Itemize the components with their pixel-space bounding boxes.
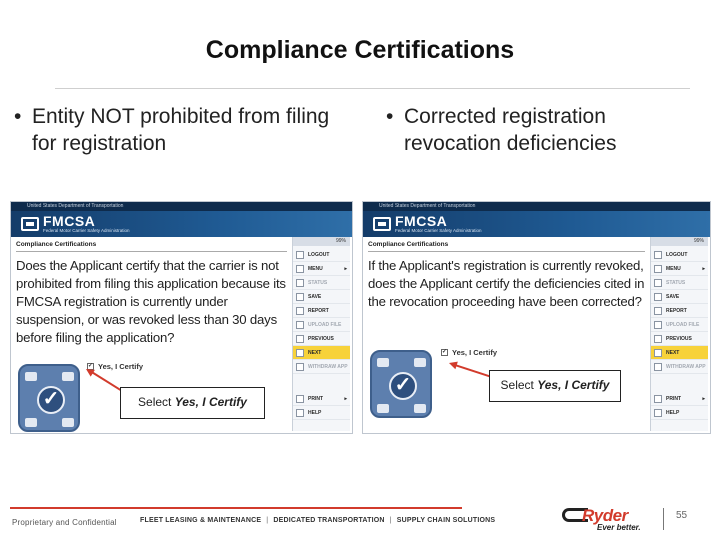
checkbox-icon[interactable]: ✓ xyxy=(442,349,448,355)
next-icon xyxy=(296,349,304,357)
ryder-wordmark: Ryder xyxy=(582,506,628,525)
menu-item-label: LOGOUT xyxy=(666,251,688,258)
checkmark-icon: ✓ xyxy=(37,386,65,414)
menu-item-label: SAVE xyxy=(666,293,680,300)
yes-certify-option[interactable] xyxy=(87,362,143,371)
logout-icon xyxy=(654,251,662,259)
footer-confidential: Proprietary and Confidential xyxy=(12,518,117,527)
menu-item-label: HELP xyxy=(308,409,322,416)
menu-item-report[interactable] xyxy=(293,304,350,318)
brand-subtitle: Federal Motor Carrier Safety Administration xyxy=(395,228,482,233)
menu-item-previous[interactable] xyxy=(293,332,350,346)
slide-title: Compliance Certifications xyxy=(205,36,515,64)
save-icon xyxy=(296,293,304,301)
menu-item-label: HELP xyxy=(666,409,680,416)
menu-item-label: NEXT xyxy=(308,349,322,356)
menu-item-save[interactable] xyxy=(293,290,350,304)
next-icon xyxy=(654,349,662,357)
screenshot-left xyxy=(10,201,353,434)
report-icon xyxy=(296,307,304,315)
certify-label: Yes, I Certify xyxy=(452,348,498,357)
previous-icon xyxy=(654,335,662,343)
certification-question: Does the Applicant certify that the carrier is not prohibited from filing this application because its FMCSA registration is currently under suspension, or was revoked less than 30 days before filing the application? xyxy=(16,258,286,345)
section-title: Compliance Certifications xyxy=(368,241,645,252)
menu-item-label: WITHDRAW APP xyxy=(666,363,706,370)
menu-icon xyxy=(296,265,304,273)
menu-bottom xyxy=(293,392,350,420)
checkbox-icon[interactable]: ✓ xyxy=(88,363,94,369)
menu-item-label: MENU xyxy=(308,265,323,272)
withdraw-icon xyxy=(296,363,304,371)
menu-item-label: PRINT xyxy=(308,395,323,402)
callout-emphasis: Yes, I Certify xyxy=(174,395,247,409)
fmcsa-banner xyxy=(363,211,710,237)
menu-item-save[interactable] xyxy=(651,290,708,304)
compliance-app-icon xyxy=(18,364,80,432)
service-separator: | xyxy=(266,517,269,524)
menu-item-label: NEXT xyxy=(666,349,680,356)
upload-icon xyxy=(296,321,304,329)
menu-item-help[interactable] xyxy=(293,406,350,420)
menu-item-menu[interactable] xyxy=(651,262,708,276)
bullet-left-text: Entity NOT prohibited from filing for registration xyxy=(32,105,330,155)
menu-item-menu[interactable] xyxy=(293,262,350,276)
menu-item-logout[interactable] xyxy=(651,248,708,262)
caret-right-icon: ▸ xyxy=(344,395,347,402)
logout-icon xyxy=(296,251,304,259)
menu-item-print[interactable] xyxy=(293,392,350,406)
brand-subtitle: Federal Motor Carrier Safety Administration xyxy=(43,228,130,233)
agency-bar: United States Department of Transportation xyxy=(363,202,710,211)
fmcsa-brand xyxy=(395,214,482,234)
page-number: 55 xyxy=(676,510,688,521)
menu-item-help[interactable] xyxy=(651,406,708,420)
title-divider xyxy=(55,88,690,89)
menu-item-label: PREVIOUS xyxy=(308,335,334,342)
bullet-left xyxy=(14,103,344,157)
withdraw-icon xyxy=(654,363,662,371)
footer-services xyxy=(140,517,495,524)
menu-item-label: PRINT xyxy=(666,395,681,402)
caret-right-icon: ▸ xyxy=(702,395,705,402)
progress-indicator: 99% xyxy=(293,237,350,246)
instruction-callout xyxy=(120,387,265,419)
menu-item-label: UPLOAD FILE xyxy=(308,321,342,328)
fmcsa-brand xyxy=(43,214,130,234)
bullet-right-text: Corrected registration revocation deficiencies xyxy=(404,105,617,155)
help-icon xyxy=(654,409,662,417)
fmcsa-banner xyxy=(11,211,352,237)
service-dedicated: DEDICATED TRANSPORTATION xyxy=(273,517,385,524)
callout-prefix: Select xyxy=(138,395,175,409)
menu-item-logout[interactable] xyxy=(293,248,350,262)
callout-prefix: Select xyxy=(500,378,538,392)
menu-item-status xyxy=(293,276,350,290)
menu-item-label: PREVIOUS xyxy=(666,335,692,342)
instruction-callout xyxy=(489,370,621,402)
menu-item-upload-file xyxy=(293,318,350,332)
bullet-dot: • xyxy=(14,105,22,128)
screenshot-right xyxy=(362,201,711,434)
callout-emphasis: Yes, I Certify xyxy=(537,378,610,392)
menu-item-report[interactable] xyxy=(651,304,708,318)
service-supply: SUPPLY CHAIN SOLUTIONS xyxy=(396,517,496,524)
caret-right-icon: ▸ xyxy=(344,265,347,272)
menu-list xyxy=(293,248,350,374)
yes-certify-option[interactable] xyxy=(441,348,497,357)
menu-item-label: UPLOAD FILE xyxy=(666,321,700,328)
section-title: Compliance Certifications xyxy=(16,241,287,252)
menu-item-label: LOGOUT xyxy=(308,251,330,258)
print-icon xyxy=(654,395,662,403)
checkmark-icon: ✓ xyxy=(389,372,417,400)
menu-item-upload-file xyxy=(651,318,708,332)
bullet-dot: • xyxy=(386,105,394,128)
navigation-sidebar xyxy=(650,237,708,431)
progress-indicator: 99% xyxy=(651,237,708,246)
service-fleet: FLEET LEASING & MAINTENANCE xyxy=(140,517,262,524)
bullet-right xyxy=(386,103,706,157)
status-icon xyxy=(654,279,662,287)
menu-item-next[interactable] xyxy=(651,346,708,360)
fmcsa-logo-icon xyxy=(21,217,39,231)
upload-icon xyxy=(654,321,662,329)
menu-icon xyxy=(654,265,662,273)
service-separator: | xyxy=(389,517,392,524)
menu-item-withdraw-app xyxy=(651,360,708,374)
menu-item-withdraw-app xyxy=(293,360,350,374)
menu-item-previous[interactable] xyxy=(651,332,708,346)
certify-label: Yes, I Certify xyxy=(98,362,144,371)
menu-item-status xyxy=(651,276,708,290)
menu-bottom xyxy=(651,392,708,420)
brand-name: FMCSA xyxy=(395,213,448,229)
print-icon xyxy=(296,395,304,403)
ryder-logo xyxy=(562,503,662,533)
menu-item-label: STATUS xyxy=(666,279,686,286)
save-icon xyxy=(654,293,662,301)
menu-item-next[interactable] xyxy=(293,346,350,360)
previous-icon xyxy=(296,335,304,343)
help-icon xyxy=(296,409,304,417)
caret-right-icon: ▸ xyxy=(702,265,705,272)
menu-list xyxy=(651,248,708,374)
agency-bar: United States Department of Transportation xyxy=(11,202,352,211)
brand-name: FMCSA xyxy=(43,213,96,229)
navigation-sidebar xyxy=(292,237,350,431)
ryder-tagline: Ever better. xyxy=(597,523,641,532)
menu-item-label: STATUS xyxy=(308,279,328,286)
menu-item-label: MENU xyxy=(666,265,681,272)
compliance-app-icon xyxy=(370,350,432,418)
status-icon xyxy=(296,279,304,287)
menu-item-label: WITHDRAW APP xyxy=(308,363,348,370)
certification-question: If the Applicant's registration is currently revoked, does the Applicant certify the deficiencies cited in the revocation proceeding have been corrected? xyxy=(368,258,645,309)
report-icon xyxy=(654,307,662,315)
menu-item-label: REPORT xyxy=(308,307,329,314)
footer-rule xyxy=(10,507,462,509)
page-separator xyxy=(663,508,664,530)
menu-item-print[interactable] xyxy=(651,392,708,406)
menu-item-label: REPORT xyxy=(666,307,687,314)
fmcsa-logo-icon xyxy=(373,217,391,231)
menu-item-label: SAVE xyxy=(308,293,322,300)
